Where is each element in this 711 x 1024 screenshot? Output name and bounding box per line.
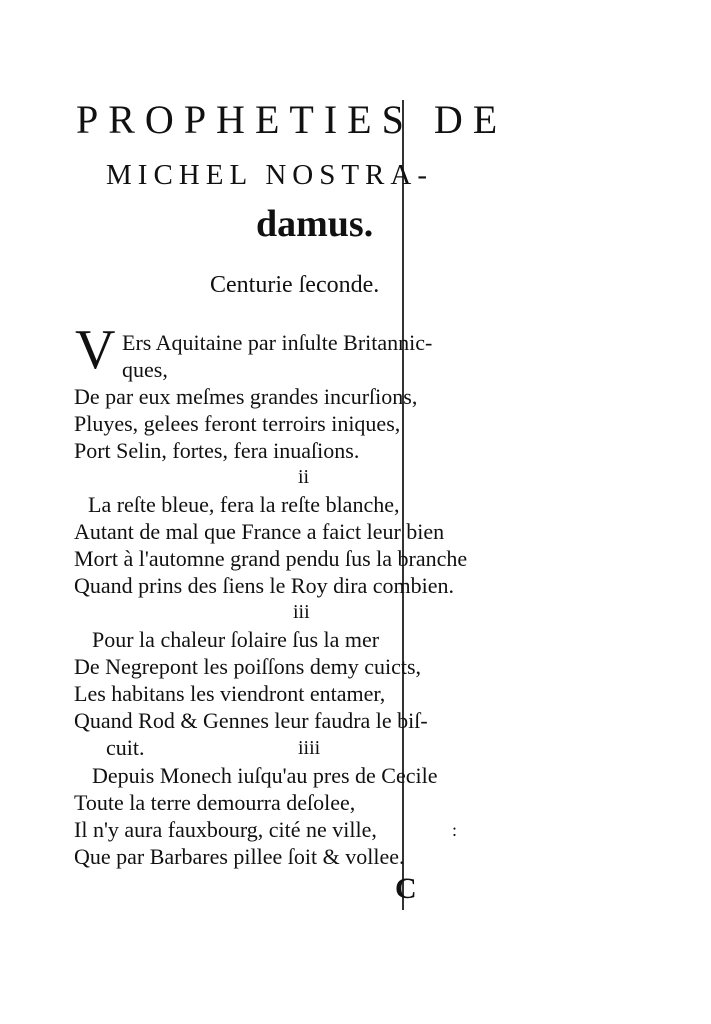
verse-line: Quand Rod & Gennes leur faudra le biſ- xyxy=(74,708,428,733)
verse-line: cuit. xyxy=(106,735,145,760)
drop-cap: V xyxy=(75,319,116,381)
verse-line: Toute la terre demourra deſolee, xyxy=(74,790,356,815)
signature-mark: C xyxy=(395,872,417,905)
quatrain-number: ii xyxy=(298,466,310,488)
verse-line: Il n'y aura fauxbourg, cité ne ville, xyxy=(74,817,377,842)
verse-line: Pluyes, gelees feront terroirs iniques, xyxy=(74,411,401,436)
title-line-1: PROPHETIES DE xyxy=(76,97,508,142)
verse-line: Quand prins des ſiens le Roy dira combien. xyxy=(74,573,455,598)
quatrain-number: iii xyxy=(293,601,310,623)
verse-line: Depuis Monech iuſqu'au pres de Cecile xyxy=(92,763,438,788)
verse-line: De par eux meſmes grandes incurſions, xyxy=(74,384,418,409)
quatrain-number: iiii xyxy=(298,737,321,759)
verse-line: Que par Barbares pillee ſoit & vollee. xyxy=(74,844,405,869)
verse-line: Mort à l'automne grand pendu ſus la branche xyxy=(74,546,468,571)
title-line-3: damus. xyxy=(256,203,374,245)
verse-line: ques, xyxy=(122,357,168,382)
section-subtitle: Centurie ſeconde. xyxy=(210,272,380,298)
title-line-2: MICHEL NOSTRA- xyxy=(106,159,434,191)
verse-line: Pour la chaleur ſolaire ſus la mer xyxy=(92,627,380,652)
verse-line: Port Selin, fortes, fera inuaſions. xyxy=(74,438,360,463)
verse-line: Les habitans les viendront entamer, xyxy=(74,681,386,706)
printer-mark: : xyxy=(452,820,458,840)
verse-line: Ers Aquitaine par inſulte Britannic- xyxy=(122,330,433,355)
verse-line: La reſte bleue, fera la reſte blanche, xyxy=(88,492,400,517)
verse-line: Autant de mal que France a faict leur bien xyxy=(74,519,445,544)
verse-line: De Negrepont les poiſſons demy cuicts, xyxy=(74,654,422,679)
